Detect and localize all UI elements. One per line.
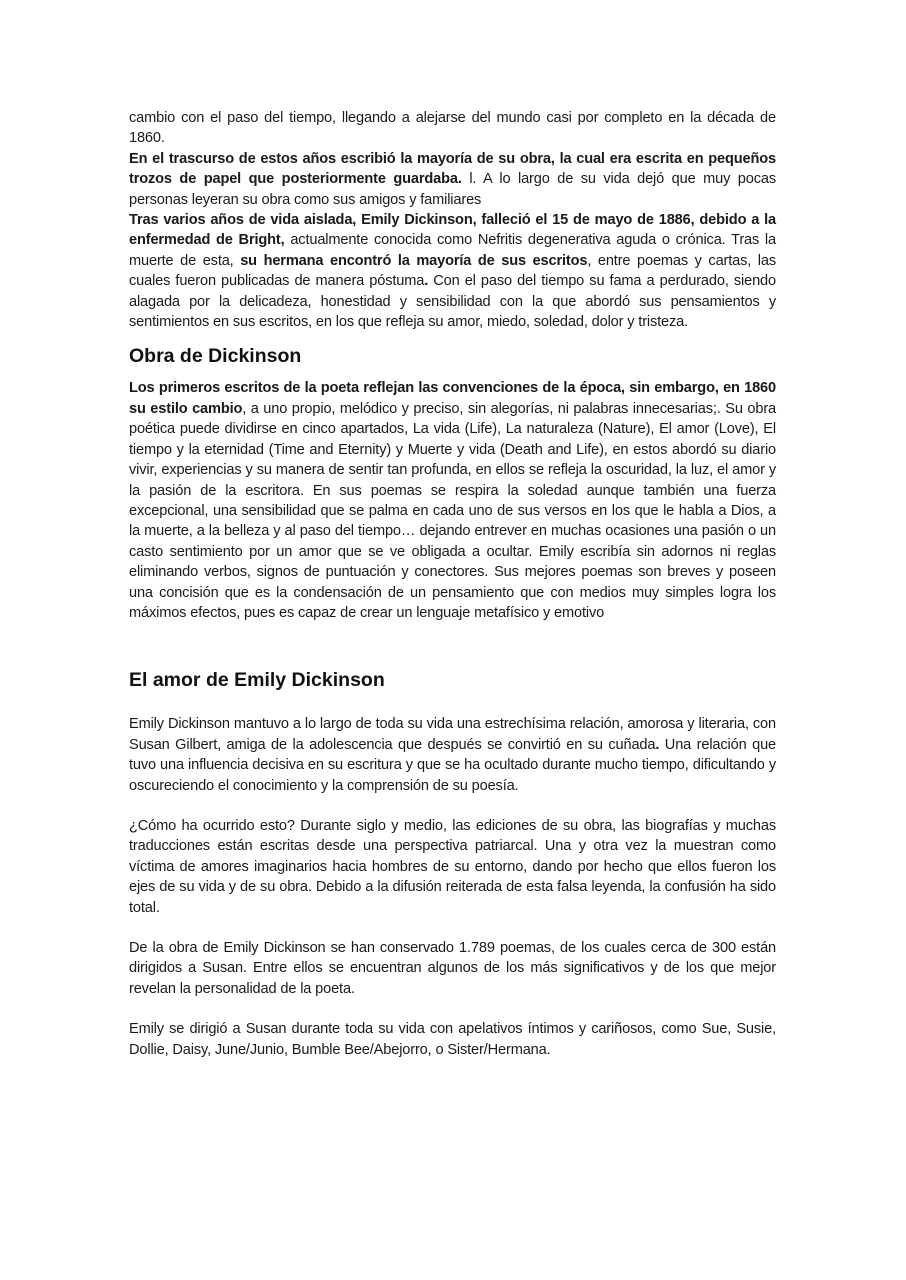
amor-paragraph-1-text: Emily Dickinson mantuvo a lo largo de toda su vida una estrechísima relación, amorosa y literaria, con Susan Gilbert, amiga de la adolescencia que después se convirtió en su cuñada (129, 716, 776, 753)
intro-paragraph-3-bold-3: . (424, 273, 429, 290)
obra-paragraph (129, 378, 776, 623)
intro-paragraph-3-text-3: Con el paso del tiempo su fama a perdurado, siendo alagada por la delicadeza, honestidad y sensibilidad con la que abordó sus pensamientos y sentimientos en sus escritos, en los que refleja su amor, miedo, soledad, dolor y tristeza. (129, 273, 776, 331)
intro-paragraph-1: cambio con el paso del tiempo, llegando a alejarse del mundo casi por completo en la década de 1860. (129, 110, 776, 147)
intro-paragraph-3 (129, 210, 776, 332)
amor-paragraph-2: ¿Cómo ha ocurrido esto? Durante siglo y medio, las ediciones de su obra, las biografías y muchas traducciones están escritas desde una perspectiva patriarcal. Una y otra vez la muestran como víctima de amores imaginarios hacia hombres de su entorno, dando por hecho que ellos fueron los ejes de su vida y de su obra. Debido a la difusión reiterada de esta falsa leyenda, la confusión ha sido total. (129, 817, 776, 916)
section-heading-obra: Obra de Dickinson (129, 345, 302, 368)
intro-paragraph-3-bold-2: su hermana encontró la mayoría de sus escritos (240, 252, 588, 269)
section-heading-amor: El amor de Emily Dickinson (129, 669, 385, 692)
obra-paragraph-text: , a uno propio, melódico y preciso, sin alegorías, ni palabras innecesarias;. Su obra poética puede dividirse en cinco apartados, La vida (Life), La naturaleza (Nature), El amor (Love), El tiempo y la eternidad (Time and Eternity) y Muerte y vida (Death and Life), en estos abordó su diario vivir, experiencias y su manera de sentir tan profunda, en ellos se refleja la oscuridad, la luz, el amor y la pasión de la escritora. En sus poemas se respira la soledad aunque también una fuerza excepcional, una sensibilidad que se palma en cada uno de sus versos en los que le habla a Dios, a la muerte, a la belleza y al paso del tiempo… dejando entrever en muchas ocasiones una pasión o un casto sentimiento por un amor que se ve obligada a ocultar. Emily escribía sin adornos ni reglas eliminando verbos, signos de puntuación y conectores. Sus mejores poemas son breves y poseen una concisión que es la condensación de un pensamiento que con medios muy simples logra los máximos efectos, pues es capaz de crear un lenguaje metafísico y emotivo (129, 400, 776, 621)
amor-paragraph-3: De la obra de Emily Dickinson se han conservado 1.789 poemas, de los cuales cerca de 300 están dirigidos a Susan. Entre ellos se encuentran algunos de los más significativos y de los que mejor revelan la personalidad de la poeta. (129, 940, 776, 997)
intro-paragraph-2 (129, 149, 776, 210)
amor-paragraph-1-rest: Una relación que tuvo una influencia decisiva en su escritura y que se ha ocultado durante mucho tiempo, dificultando y oscureciendo el conocimiento y la comprensión de su poesía. (129, 736, 777, 794)
intro-paragraph-3-text-2: , entre poemas y cartas, las cuales fueron publicadas de manera póstuma (129, 252, 777, 290)
intro-paragraph-2-text: l. A lo largo de su vida dejó que muy pocas personas leyeran su obra como sus amigos y familiares (129, 171, 776, 208)
amor-paragraph-1 (129, 714, 776, 796)
intro-paragraph-3-text-1: actualmente conocida como Nefritis degenerativa aguda o crónica. Tras la muerte de esta, (129, 232, 776, 269)
intro-paragraph-3-bold-1: Tras varios años de vida aislada, Emily Dickinson, falleció el 15 de mayo de 1886, debido a la enfermedad de Bright, (129, 212, 776, 249)
obra-paragraph-bold: Los primeros escritos de la poeta reflejan las convenciones de la época, sin embargo, en 1860 su estilo cambio (129, 380, 776, 417)
amor-paragraph-4: Emily se dirigió a Susan durante toda su vida con apelativos íntimos y cariñosos, como Sue, Susie, Dollie, Daisy, June/Junio, Bumble Bee/Abejorro, o Sister/Hermana. (129, 1021, 776, 1058)
intro-paragraph-2-bold: En el trascurso de estos años escribió la mayoría de su obra, la cual era escrita en pequeños trozos de papel que posteriormente guardaba. (129, 150, 776, 188)
amor-paragraph-1-bold: . (655, 736, 660, 753)
document-page (129, 108, 776, 1060)
